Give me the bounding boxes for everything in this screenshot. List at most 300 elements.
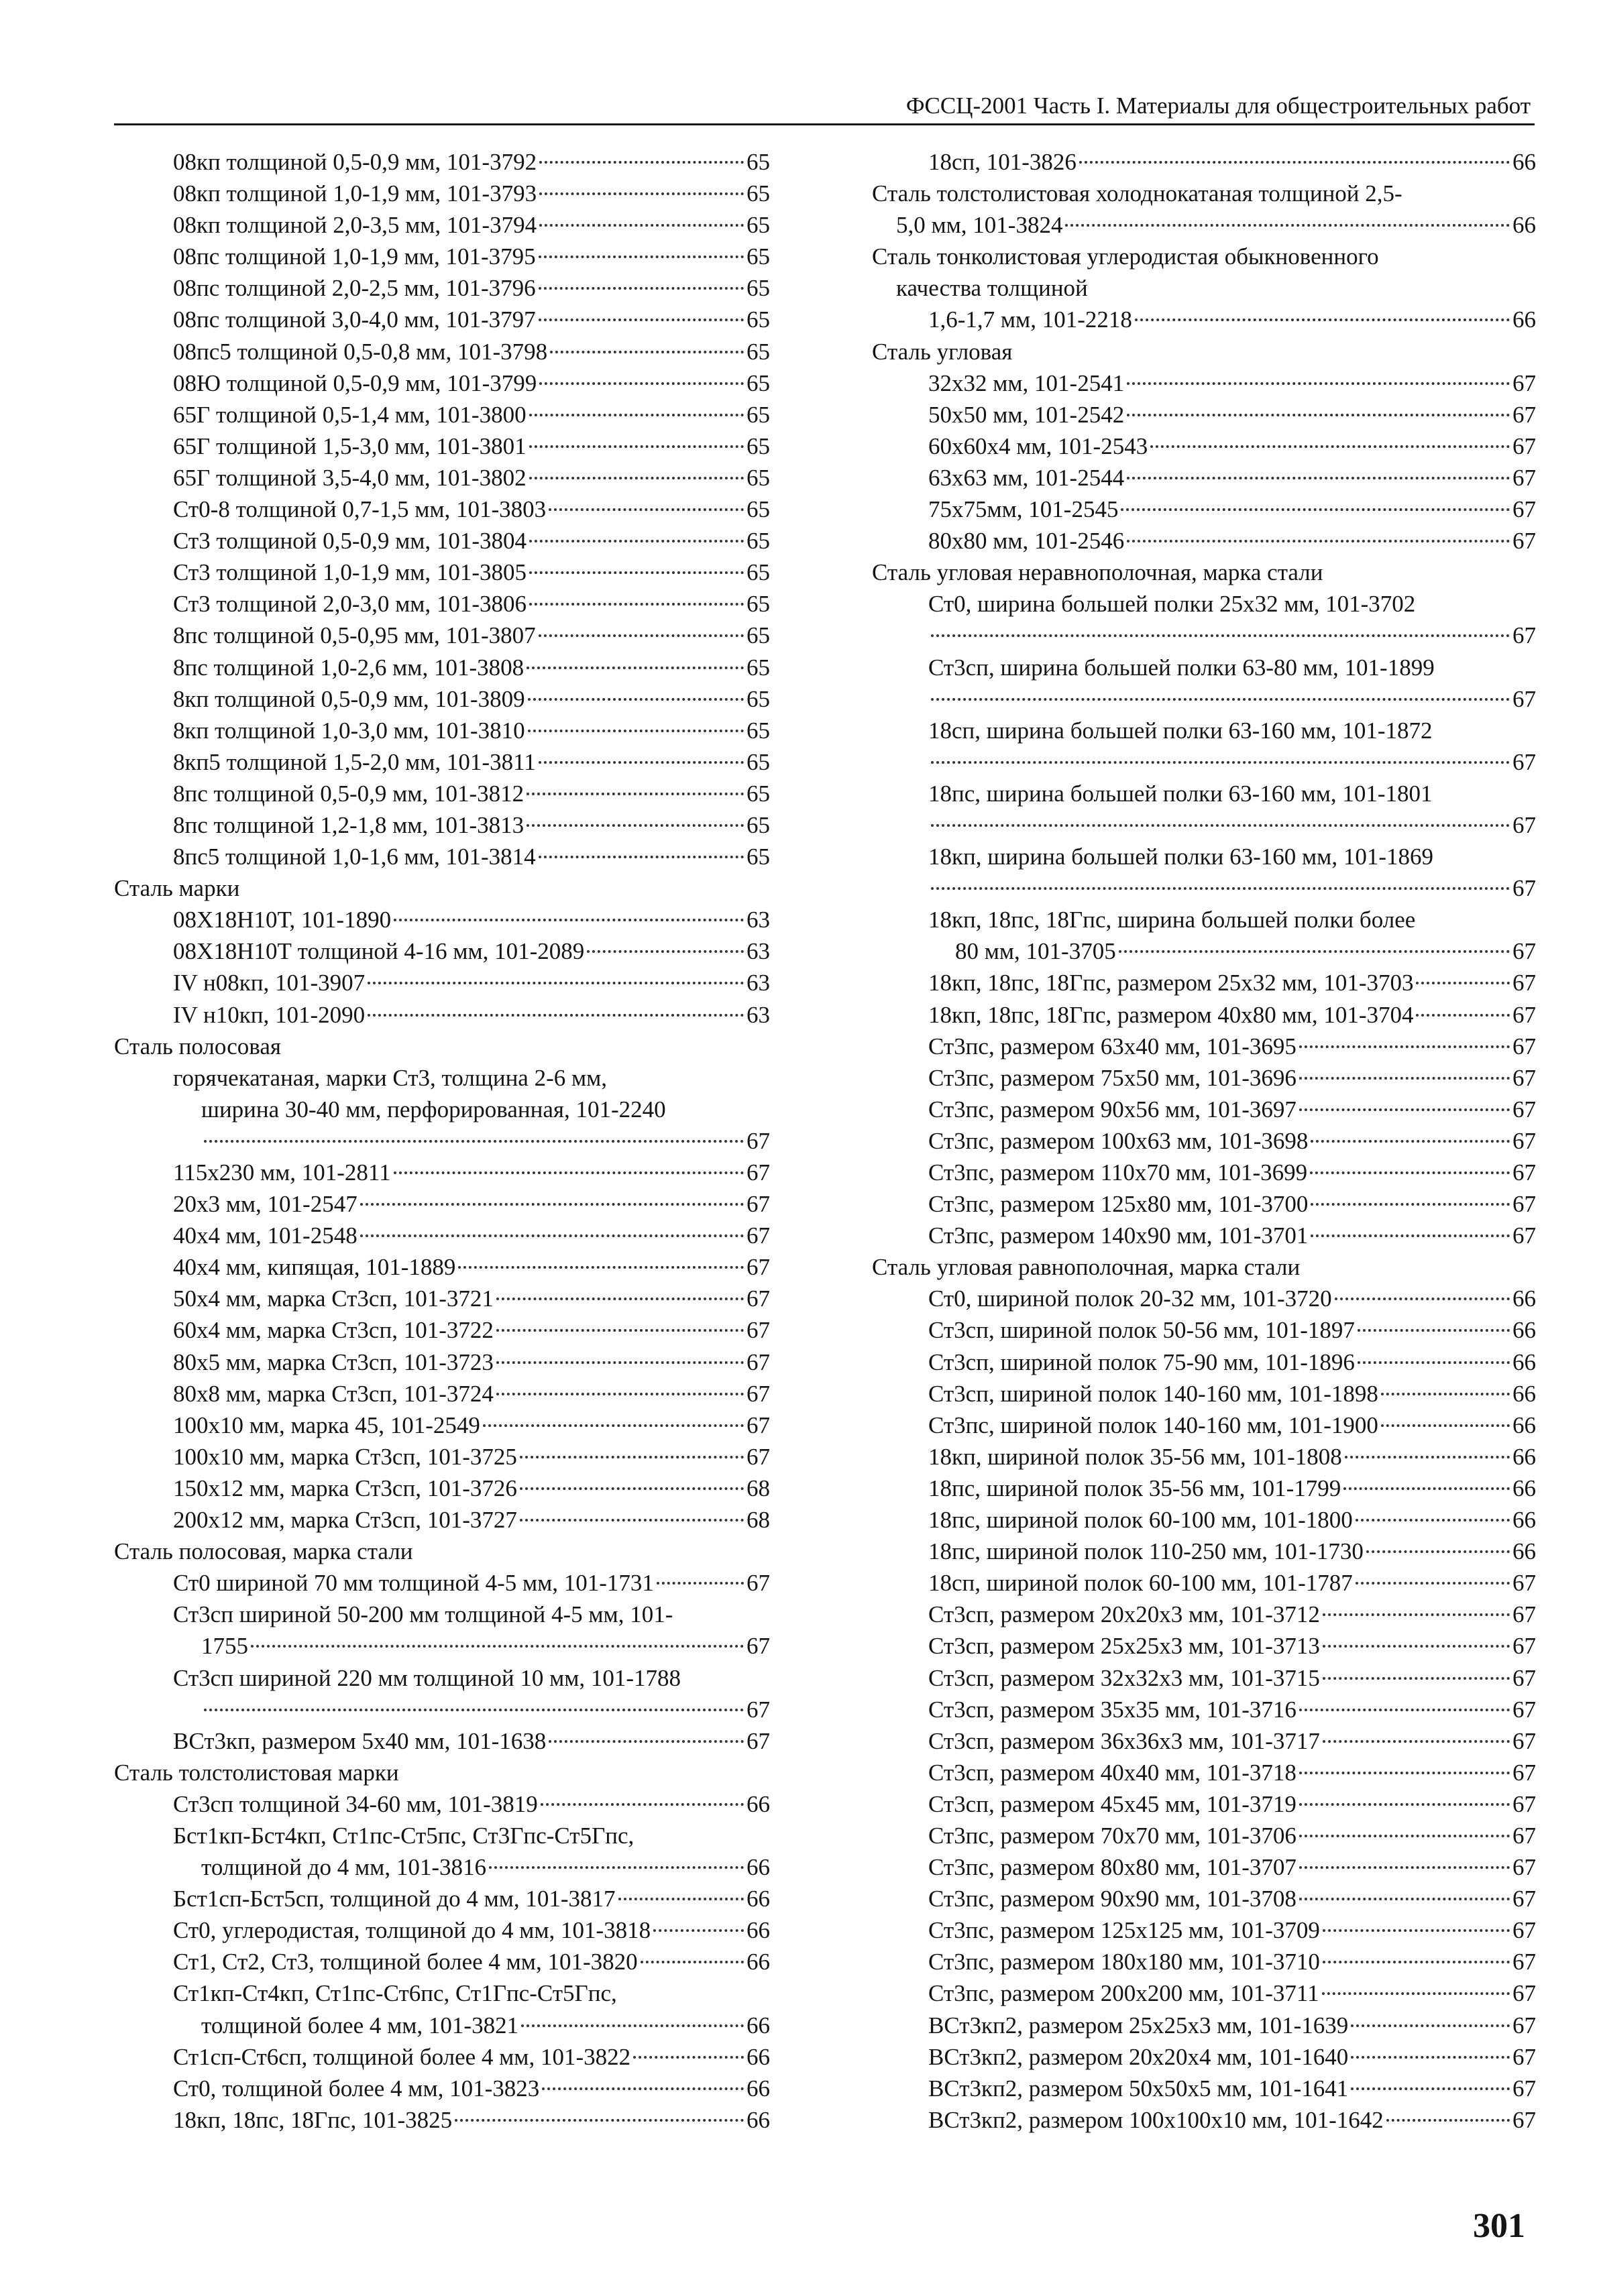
entry-text: 8кп5 толщиной 1,5-2,0 мм, 101-3811 [173, 748, 536, 775]
dot-leader [529, 595, 744, 606]
index-column-right [872, 146, 1536, 2136]
index-entry [114, 1694, 770, 1725]
entry-text: Ст3пс, размером 140x90 мм, 101-3701 [928, 1222, 1309, 1249]
dot-leader [550, 343, 744, 353]
entry-page-number: 67 [1512, 528, 1536, 555]
dot-leader [520, 1448, 744, 1458]
index-heading [114, 1757, 770, 1788]
entry-text: Ст3пс, размером 70x70 мм, 101-3706 [928, 1822, 1297, 1849]
entry-text: Ст3сп, размером 25x25x3 мм, 101-3713 [928, 1633, 1320, 1660]
dot-leader [1127, 469, 1510, 479]
dot-leader [455, 2111, 744, 2122]
index-entry [114, 146, 770, 178]
dot-leader [520, 1511, 744, 1522]
entry-text: 65Г толщиной 0,5-1,4 мм, 101-3800 [173, 401, 527, 428]
dot-leader [1323, 1921, 1510, 1932]
dot-leader [1299, 1795, 1510, 1806]
index-entry [872, 2073, 1536, 2104]
entry-text: 65Г толщиной 1,5-3,0 мм, 101-3801 [173, 433, 527, 459]
dot-leader [527, 658, 744, 669]
entry-page-number: 65 [747, 306, 770, 333]
index-heading [872, 336, 1536, 367]
entry-text: 08кп толщиной 0,5-0,9 мм, 101-3792 [173, 149, 537, 175]
index-entry [114, 715, 770, 746]
dot-leader [541, 1795, 744, 1806]
index-entry [872, 1725, 1536, 1757]
dot-leader [1335, 1289, 1510, 1300]
entry-text: 8пс толщиной 1,2-1,8 мм, 101-3813 [173, 811, 525, 838]
dot-leader [1343, 1479, 1510, 1490]
dot-leader [539, 310, 744, 321]
index-entry [872, 525, 1536, 557]
dot-leader [1079, 153, 1510, 164]
entry-page-number: 67 [1512, 2106, 1536, 2133]
dot-leader [931, 753, 1510, 764]
dot-leader [1311, 1132, 1510, 1143]
dot-leader [1381, 1385, 1510, 1395]
dot-leader [1150, 437, 1510, 448]
entry-text: Ст3сп, шириной полок 50-56 мм, 101-1897 [928, 1317, 1355, 1344]
entry-page-number: 67 [747, 1696, 770, 1723]
entry-text: Ст1сп-Ст6сп, толщиной более 4 мм, 101-3822 [173, 2043, 631, 2070]
dot-leader [539, 247, 744, 258]
entry-text: Ст3сп толщиной 34-60 мм, 101-3819 [173, 1790, 538, 1817]
entry-page-number: 66 [1512, 1348, 1536, 1375]
dot-leader [1310, 1163, 1510, 1174]
entry-page-number: 67 [1512, 1727, 1536, 1754]
entry-text: 08кп толщиной 2,0-3,5 мм, 101-3794 [173, 212, 537, 239]
dot-leader [931, 879, 1510, 890]
index-heading [872, 557, 1536, 588]
entry-page-number: 66 [747, 1854, 770, 1881]
dot-leader [1311, 1195, 1510, 1206]
entry-page-number: 67 [1512, 1191, 1536, 1218]
entry-page-number: 67 [1512, 1822, 1536, 1849]
entry-page-number: 65 [747, 275, 770, 302]
entry-text: Сталь угловая равнополочная, марка стали [872, 1254, 1301, 1281]
index-entry [872, 935, 1536, 967]
dot-leader [1386, 2111, 1510, 2122]
entry-text: Ст3 толщиной 1,0-1,9 мм, 101-3805 [173, 559, 527, 586]
dot-leader [633, 2048, 744, 2059]
index-entry [114, 1946, 770, 1977]
index-entry [872, 209, 1536, 241]
dot-leader [539, 153, 744, 164]
entry-text: 20x3 мм, 101-2547 [173, 1191, 357, 1218]
dot-leader [539, 216, 744, 227]
entry-page-number: 68 [747, 1475, 770, 1501]
entry-text: 50x50 мм, 101-2542 [928, 401, 1125, 428]
index-entry [872, 746, 1536, 778]
entry-text: Ст3пс, размером 180x180 мм, 101-3710 [928, 1949, 1320, 1975]
entry-page-number: 67 [747, 1443, 770, 1470]
entry-text: 60x60x4 мм, 101-2543 [928, 433, 1148, 459]
entry-text: Ст3сп, размером 45x45 мм, 101-3719 [928, 1790, 1297, 1817]
index-entry [872, 1157, 1536, 1188]
dot-leader [653, 1921, 744, 1932]
index-entry [114, 1504, 770, 1536]
entry-page-number: 67 [1512, 496, 1536, 523]
entry-page-number: 67 [747, 1127, 770, 1154]
entry-page-number: 67 [1512, 1759, 1536, 1786]
dot-leader [1366, 1542, 1510, 1553]
index-entry [114, 1820, 770, 1851]
entry-text: 18сп, ширина большей полки 63-160 мм, 101-1872 [928, 717, 1433, 744]
index-entry [114, 367, 770, 399]
index-entry [114, 525, 770, 557]
entry-text: 8кп толщиной 0,5-0,9 мм, 101-3809 [173, 685, 525, 712]
dot-leader [539, 184, 744, 195]
entry-text: Ст0, ширина большей полки 25x32 мм, 101-3702 [928, 591, 1416, 618]
index-entry [114, 209, 770, 241]
dot-leader [1358, 1353, 1510, 1364]
entry-text: Ст3пс, размером 90x56 мм, 101-3697 [928, 1096, 1297, 1123]
entry-page-number: 67 [1512, 875, 1536, 902]
index-entry [114, 904, 770, 935]
index-entry [872, 1346, 1536, 1378]
index-entry [114, 431, 770, 462]
dot-leader [527, 816, 744, 827]
entry-text: 18кп, шириной полок 35-56 мм, 101-1808 [928, 1443, 1342, 1470]
entry-text: Ст3пс, размером 125x125 мм, 101-3709 [928, 1917, 1320, 1944]
entry-text: 60x4 мм, марка Ст3сп, 101-3722 [173, 1317, 494, 1344]
entry-text: 8пс толщиной 0,5-0,9 мм, 101-3812 [173, 780, 525, 807]
dot-leader [360, 1226, 744, 1237]
entry-text: Ст0, толщиной более 4 мм, 101-3823 [173, 2075, 540, 2102]
index-heading [114, 872, 770, 904]
index-entry [872, 872, 1536, 904]
index-entry [872, 1094, 1536, 1125]
dot-leader [931, 690, 1510, 701]
dot-leader [657, 1574, 744, 1585]
dot-leader [1065, 216, 1510, 227]
entry-text: 150x12 мм, марка Ст3сп, 101-3726 [173, 1475, 517, 1501]
entry-page-number: 65 [747, 811, 770, 838]
index-entry [114, 620, 770, 651]
entry-page-number: 65 [747, 401, 770, 428]
entry-text: Ст3пс, размером 110x70 мм, 101-3699 [928, 1159, 1308, 1186]
entry-page-number: 66 [1512, 1538, 1536, 1565]
entry-page-number: 66 [1512, 1317, 1536, 1344]
dot-leader [1351, 2016, 1510, 2027]
entry-text: 18кп, 18пс, 18Гпс, размером 40x80 мм, 101-3704 [928, 1001, 1414, 1028]
dot-leader [587, 942, 744, 953]
dot-leader [1323, 1637, 1510, 1648]
entry-page-number: 67 [747, 1380, 770, 1407]
entry-page-number: 65 [747, 780, 770, 807]
entry-page-number: 67 [1512, 1633, 1536, 1660]
entry-text: Ст3сп, размером 32x32x3 мм, 101-3715 [928, 1664, 1320, 1691]
index-entry [114, 1314, 770, 1346]
index-entry [114, 1662, 770, 1694]
entry-page-number: 67 [1512, 1096, 1536, 1123]
entry-text: Сталь угловая неравнополочная, марка стали [872, 559, 1323, 586]
entry-text: Ст3сп, размером 40x40 мм, 101-3718 [928, 1759, 1297, 1786]
index-entry [872, 1820, 1536, 1851]
index-entry [872, 778, 1536, 809]
entry-text: 8кп толщиной 1,0-3,0 мм, 101-3810 [173, 717, 525, 744]
entry-text: Ст3сп шириной 50-200 мм толщиной 4-5 мм, 101- [173, 1601, 673, 1628]
entry-text: Ст1, Ст2, Ст3, толщиной более 4 мм, 101-3820 [173, 1949, 638, 1975]
index-entry [114, 1378, 770, 1410]
entry-page-number: 63 [747, 970, 770, 996]
entry-text: 18сп, 101-3826 [928, 149, 1077, 175]
entry-text: Ст3 толщиной 0,5-0,9 мм, 101-3804 [173, 528, 527, 555]
index-entry [872, 1946, 1536, 1977]
dot-leader [527, 785, 744, 795]
dot-leader [204, 1132, 744, 1143]
entry-page-number: 66 [1512, 1412, 1536, 1438]
entry-text: 18пс, шириной полок 35-56 мм, 101-1799 [928, 1475, 1341, 1501]
index-entry [114, 399, 770, 431]
dot-leader [1322, 1984, 1510, 1995]
index-entry [114, 841, 770, 872]
index-entry [872, 1378, 1536, 1410]
index-entry [872, 841, 1536, 872]
entry-page-number: 67 [747, 1191, 770, 1218]
index-heading [114, 1031, 770, 1062]
dot-leader [618, 1890, 744, 1900]
index-entry [872, 1914, 1536, 1946]
entry-text: 65Г толщиной 3,5-4,0 мм, 101-3802 [173, 464, 527, 491]
dot-leader [1299, 1890, 1510, 1900]
index-entry [872, 1599, 1536, 1630]
entry-text: ВСт3кп2, размером 50x50x5 мм, 101-1641 [928, 2075, 1349, 2102]
entry-text: 63x63 мм, 101-2544 [928, 464, 1125, 491]
index-heading [114, 1536, 770, 1567]
dot-leader [1323, 1953, 1510, 1963]
entry-page-number: 67 [1512, 433, 1536, 459]
entry-text: 18кп, 18пс, 18Гпс, ширина большей полки более [928, 907, 1416, 933]
entry-text: Сталь угловая [872, 338, 1013, 365]
dot-leader [1127, 374, 1510, 385]
entry-text: 32x32 мм, 101-2541 [928, 369, 1125, 396]
entry-text: Сталь толстолистовая марки [114, 1759, 399, 1786]
index-entry [114, 967, 770, 998]
dot-leader [1299, 1827, 1510, 1837]
index-entry [114, 2010, 770, 2041]
dot-leader [521, 2016, 744, 2027]
entry-page-number: 65 [747, 559, 770, 586]
index-entry [872, 146, 1536, 178]
entry-page-number: 67 [1512, 2075, 1536, 2102]
dot-leader [204, 1701, 744, 1711]
entry-page-number: 66 [747, 2075, 770, 2102]
entry-page-number: 66 [747, 2012, 770, 2039]
entry-page-number: 65 [747, 338, 770, 365]
entry-page-number: 67 [1512, 1159, 1536, 1186]
entry-text: Сталь полосовая, марка стали [114, 1538, 413, 1565]
index-entry [872, 1567, 1536, 1599]
dot-leader [539, 374, 744, 385]
index-entry [872, 809, 1536, 841]
entry-text: 08пс толщиной 2,0-2,5 мм, 101-3796 [173, 275, 536, 302]
index-entry [114, 1094, 770, 1125]
entry-text: ВСт3кп2, размером 20x20x4 мм, 101-1640 [928, 2043, 1349, 2070]
entry-text: 5,0 мм, 101-3824 [896, 212, 1063, 239]
index-entry [872, 1630, 1536, 1662]
dot-leader [496, 1289, 744, 1300]
entry-text: Сталь толстолистовая холоднокатаная толщиной 2,5- [872, 180, 1402, 207]
index-entry [114, 1473, 770, 1504]
entry-page-number: 66 [747, 1790, 770, 1817]
dot-leader [1299, 1764, 1510, 1774]
entry-page-number: 67 [1512, 811, 1536, 838]
index-entry [114, 494, 770, 525]
entry-page-number: 63 [747, 938, 770, 965]
index-entry [114, 304, 770, 335]
index-entry [872, 1694, 1536, 1725]
entry-text: 80x8 мм, марка Ст3сп, 101-3724 [173, 1380, 494, 1407]
dot-leader [483, 1416, 744, 1427]
entry-page-number: 66 [747, 1917, 770, 1944]
dot-leader [496, 1321, 744, 1332]
entry-page-number: 65 [747, 180, 770, 207]
entry-page-number: 66 [747, 1886, 770, 1912]
entry-page-number: 67 [1512, 748, 1536, 775]
index-entry [872, 1504, 1536, 1536]
entry-text: 08пс толщиной 3,0-4,0 мм, 101-3797 [173, 306, 536, 333]
index-entry [114, 1883, 770, 1914]
dot-leader [458, 1258, 744, 1269]
dot-leader [542, 2079, 744, 2090]
entry-text: 115x230 мм, 101-2811 [173, 1159, 391, 1186]
index-entry [114, 999, 770, 1031]
entry-text: Ст3сп, ширина большей полки 63-80 мм, 101-1899 [928, 654, 1435, 681]
index-entry [872, 1788, 1536, 1820]
entry-text: Ст3сп, размером 35x35 мм, 101-3716 [928, 1696, 1297, 1723]
dot-leader [641, 1953, 744, 1963]
entry-text: 100x10 мм, марка 45, 101-2549 [173, 1412, 480, 1438]
entry-page-number: 67 [1512, 1917, 1536, 1944]
dot-leader [529, 406, 744, 416]
entry-page-number: 67 [1512, 1064, 1536, 1091]
entry-text: ВСт3кп2, размером 100x100x10 мм, 101-1642 [928, 2106, 1384, 2133]
dot-leader [529, 437, 744, 448]
index-entry [114, 336, 770, 367]
index-entry [114, 746, 770, 778]
dot-leader [1351, 2079, 1510, 2090]
index-entry [872, 1883, 1536, 1914]
entry-page-number: 65 [747, 844, 770, 870]
entry-text: 18сп, шириной полок 60-100 мм, 101-1787 [928, 1570, 1353, 1597]
entry-page-number: 67 [747, 1159, 770, 1186]
dot-leader [539, 848, 744, 858]
entry-text: Ст3пс, размером 100x63 мм, 101-3698 [928, 1127, 1309, 1154]
dot-leader [496, 1385, 744, 1395]
dot-leader [1351, 2048, 1510, 2059]
dot-leader [1299, 1701, 1510, 1711]
entry-page-number: 67 [747, 1412, 770, 1438]
entry-text: 200x12 мм, марка Ст3сп, 101-3727 [173, 1507, 517, 1534]
entry-page-number: 67 [1512, 622, 1536, 649]
index-entry [114, 1630, 770, 1662]
dot-leader [1358, 1321, 1510, 1332]
index-entry [114, 1188, 770, 1220]
entry-text: Сталь полосовая [114, 1033, 281, 1059]
entry-text: 08пс толщиной 1,0-1,9 мм, 101-3795 [173, 243, 536, 270]
index-entry [114, 1157, 770, 1188]
index-entry [114, 462, 770, 494]
entry-text: 08Х18Н10Т, 101-1890 [173, 907, 392, 933]
entry-text: 1755 [201, 1633, 248, 1660]
dot-leader [489, 1858, 744, 1869]
entry-page-number: 65 [747, 433, 770, 459]
dot-leader [496, 1353, 744, 1364]
entry-text: 8пс5 толщиной 1,0-1,6 мм, 101-3814 [173, 844, 536, 870]
entry-text: Ст3сп шириной 220 мм толщиной 10 мм, 101-1788 [173, 1664, 681, 1691]
entry-text: горячекатаная, марки Ст3, толщина 2-6 мм, [173, 1064, 608, 1091]
index-entry [872, 1536, 1536, 1567]
dot-leader [1345, 1448, 1510, 1458]
entry-page-number: 67 [1512, 1980, 1536, 2007]
index-entry [872, 999, 1536, 1031]
entry-text: Ст0-8 толщиной 0,7-1,5 мм, 101-3803 [173, 496, 547, 523]
dot-leader [394, 911, 744, 921]
entry-text: Ст3пс, размером 90x90 мм, 101-3708 [928, 1886, 1297, 1912]
dot-leader [368, 974, 744, 984]
index-entry [114, 241, 770, 272]
entry-text: 8пс толщиной 0,5-0,95 мм, 101-3807 [173, 622, 536, 649]
index-entry [114, 178, 770, 209]
index-entry [872, 588, 1536, 620]
dot-leader [1127, 532, 1510, 542]
entry-page-number: 67 [1512, 2012, 1536, 2039]
entry-text: 1,6-1,7 мм, 101-2218 [928, 306, 1132, 333]
entry-text: 08кп толщиной 1,0-1,9 мм, 101-3793 [173, 180, 537, 207]
entry-text: Бст1кп-Бст4кп, Ст1пс-Ст5пс, Ст3Гпс-Ст5Гпс, [173, 1822, 635, 1849]
entry-text: Ст3пс, шириной полок 140-160 мм, 101-1900 [928, 1412, 1378, 1438]
index-entry [114, 1599, 770, 1630]
index-entry [872, 399, 1536, 431]
index-entry [114, 778, 770, 809]
entry-text: Ст1кп-Ст4кп, Ст1пс-Ст6пс, Ст1Гпс-Ст5Гпс, [173, 1980, 617, 2007]
index-entry [114, 1062, 770, 1094]
index-column-left [114, 146, 770, 2136]
index-entry [872, 620, 1536, 651]
index-entry [114, 1125, 770, 1157]
entry-text: ширина 30-40 мм, перфорированная, 101-2240 [201, 1096, 666, 1123]
entry-text: IV н10кп, 101-2090 [173, 1001, 366, 1028]
dot-leader [528, 722, 744, 732]
index-entry [872, 2010, 1536, 2041]
entry-text: Бст1сп-Бст5сп, толщиной до 4 мм, 101-3817 [173, 1886, 616, 1912]
dot-leader [529, 563, 744, 574]
index-entry [872, 272, 1536, 304]
entry-page-number: 67 [747, 1317, 770, 1344]
entry-text: ВСт3кп, размером 5x40 мм, 101-1638 [173, 1727, 547, 1754]
entry-page-number: 65 [747, 591, 770, 618]
entry-page-number: 67 [1512, 464, 1536, 491]
index-entry [114, 1220, 770, 1251]
entry-page-number: 65 [747, 685, 770, 712]
dot-leader [1299, 1069, 1510, 1080]
entry-page-number: 66 [1512, 1507, 1536, 1534]
index-entry [872, 904, 1536, 935]
entry-text: 18кп, 18пс, 18Гпс, 101-3825 [173, 2106, 453, 2133]
index-entry [872, 367, 1536, 399]
index-entry [872, 715, 1536, 746]
dot-leader [1127, 406, 1510, 416]
entry-text: Ст3пс, размером 125x80 мм, 101-3700 [928, 1191, 1309, 1218]
dot-leader [1119, 942, 1510, 953]
index-entry [872, 462, 1536, 494]
entry-page-number: 66 [1512, 306, 1536, 333]
entry-page-number: 67 [1512, 1127, 1536, 1154]
entry-page-number: 67 [747, 1285, 770, 1312]
dot-leader [1299, 1858, 1510, 1869]
entry-page-number: 67 [1512, 970, 1536, 996]
